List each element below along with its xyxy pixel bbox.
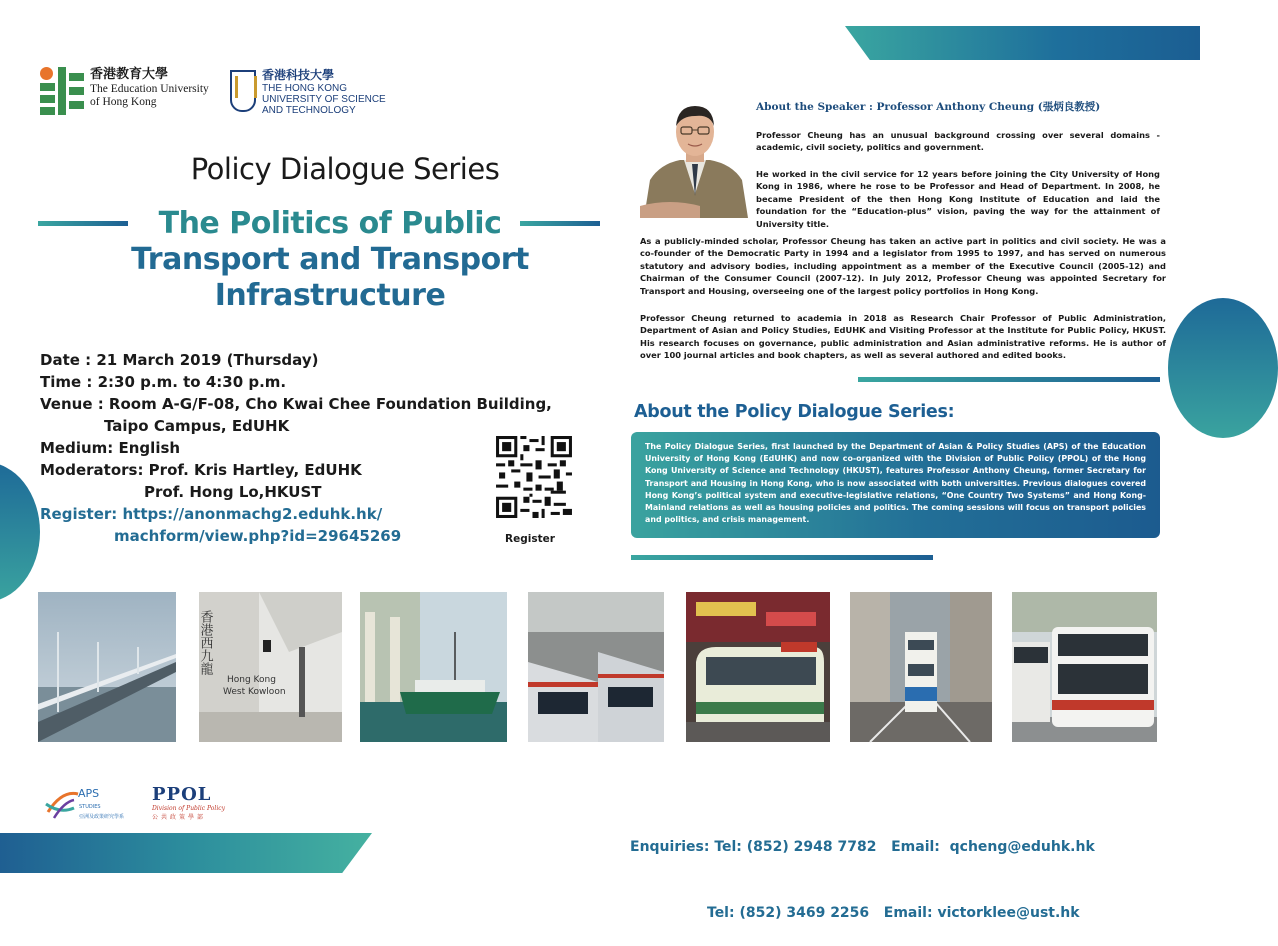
decorative-circle-left [0, 462, 40, 602]
ppol-logo-text: PPOL [152, 784, 212, 805]
hkust-name-cn: 香港科技大學 [262, 68, 335, 82]
decorative-banner-top-right [845, 26, 1200, 60]
eduhk-name-en-2: of Hong Kong [90, 96, 157, 108]
event-details [40, 349, 552, 547]
register-qr-code[interactable] [496, 436, 572, 518]
speaker-paragraph-1: Professor Cheung has an unusual background crossing over several domains - academic, civil society, politics and government. [756, 130, 1160, 153]
aps-logo-text: APS [78, 787, 100, 800]
speaker-paragraph-3: As a publicly-minded scholar, Professor Cheung has taken an active part in politics and civil society. He was a co-founder of the Democratic Party in 1994 and a legislator from 1995 to 1997, and has served on numerous statutory and advisory bodies, including appointment as a member of the Executive Council (2005-12) and Chairman of the Consumer Council (2007-12). In July 2012, Professor Cheung was appointed Secretary for Transport and Housing, overseeing one of the largest policy portfolios in Hong Kong. [640, 236, 1166, 296]
ppol-logo-cn: 公共政策學部 [152, 814, 207, 821]
aps-logo-sub: STUDIES [79, 804, 101, 810]
eduhk-logo-icon [40, 67, 84, 115]
hkust-shield-icon [230, 70, 256, 112]
ppol-logo [152, 784, 225, 821]
photo-star-ferry [360, 592, 507, 742]
eduhk-name-cn: 香港教育大學 [90, 66, 169, 81]
about-divider-bar [631, 555, 933, 560]
speaker-photo [640, 94, 750, 218]
hkust-name-en-1: THE HONG KONG [262, 83, 348, 94]
eduhk-name-en-1: The Education University [90, 83, 209, 95]
aps-logo [44, 784, 125, 824]
event-date: Date : 21 March 2019 (Thursday) [40, 351, 319, 369]
qr-label: Register [505, 533, 555, 545]
event-time: Time : 2:30 p.m. to 4:30 p.m. [40, 373, 287, 391]
photo-mtr-trains [528, 592, 664, 742]
hkust-name-en-3: AND TECHNOLOGY [262, 105, 356, 116]
about-series-box [631, 432, 1160, 538]
station-sign-en-1: Hong Kong [227, 675, 276, 685]
event-title-line-2: Transport and Transport [131, 242, 529, 277]
event-title [100, 206, 560, 314]
speaker-divider-bar [858, 377, 1160, 382]
about-series-heading: About the Policy Dialogue Series: [634, 402, 955, 422]
station-sign-en-2: West Kowloon [223, 687, 286, 697]
decorative-banner-bottom-left [0, 833, 372, 873]
event-venue-line-1: Venue : Room A-G/F-08, Cho Kwai Chee Foundation Building, [40, 395, 552, 413]
photo-bridge [38, 592, 176, 742]
register-link-line-2[interactable]: machform/view.php?id=29645269 [114, 527, 402, 545]
register-link-line-1[interactable]: Register: https://anonmachg2.eduhk.hk/ [40, 505, 383, 523]
aps-logo-cn: 亞洲及政策研究學系 [79, 814, 125, 820]
photo-minibus [686, 592, 830, 742]
speaker-paragraph-2: He worked in the civil service for 12 years before joining the City University of Hong Kong in 1986, where he rose to be Professor and Head of Department. In 2008, he became President of the then Hong Kong Institute of Education and laid the foundation for the “Education-plus” vision, paving the way for the attainment of University title. [756, 169, 1160, 229]
event-moderators-line-1: Moderators: Prof. Kris Hartley, EdUHK [40, 461, 362, 479]
hkust-logo [230, 70, 386, 116]
enquiries-line-1[interactable]: Enquiries: Tel: (852) 2948 7782 Email: qcheng@eduhk.hk [630, 839, 1095, 855]
photo-tram [850, 592, 992, 742]
event-moderators-line-2: Prof. Hong Lo,HKUST [144, 483, 322, 501]
photo-double-decker-bus [1012, 592, 1157, 742]
speaker-paragraph-4: Professor Cheung returned to academia in 2018 as Research Chair Professor of Public Administration, Department of Asian and Policy Studies, EdUHK and Visiting Professor at the Institute for Public Policy, HKUST. His research focuses on governance, public administration and Asian administrative reforms. He is author of over 100 journal articles and book chapters, as well as several authored and edited books. [640, 313, 1166, 361]
station-sign-cn: 香港西九龍 [197, 610, 213, 675]
event-title-line-3: Infrastructure [214, 278, 446, 313]
photo-west-kowloon-station [199, 592, 342, 742]
event-medium: Medium: English [40, 439, 181, 457]
ppol-logo-sub: Division of Public Policy [152, 805, 226, 812]
eduhk-logo [40, 67, 209, 115]
speaker-heading: About the Speaker : Professor Anthony Cheung (張炳良教授) [756, 101, 1101, 113]
enquiries-line-2[interactable]: Tel: (852) 3469 2256 Email: victorklee@ust.hk [707, 905, 1080, 921]
enquiries [630, 792, 1095, 946]
about-series-text: The Policy Dialogue Series, first launched by the Department of Asian & Policy Studies (APS) of the Education University of Hong Kong (EdUHK) and now co-organized with the Division of Public Policy (PPOL) of the Hong Kong University of Science and Technology (HKUST), features Professor Anthony Cheung, former Secretary for Transport and Housing in Hong Kong, who is now associated with both universities. Previous dialogues covered Hong Kong’s political system and executive-legislative relations, “One Country Two Systems” and Hong Kong-Mainland relations as well as housing policies and politics. The coming sessions will focus on transport policies and politics, and crisis management. [645, 442, 1146, 525]
decorative-circle-right [1168, 298, 1278, 438]
hkust-name-en-2: UNIVERSITY OF SCIENCE [262, 94, 386, 105]
series-title: Policy Dialogue Series [190, 152, 500, 186]
event-venue-line-2: Taipo Campus, EdUHK [104, 417, 290, 435]
event-title-line-1: The Politics of Public [158, 206, 502, 241]
